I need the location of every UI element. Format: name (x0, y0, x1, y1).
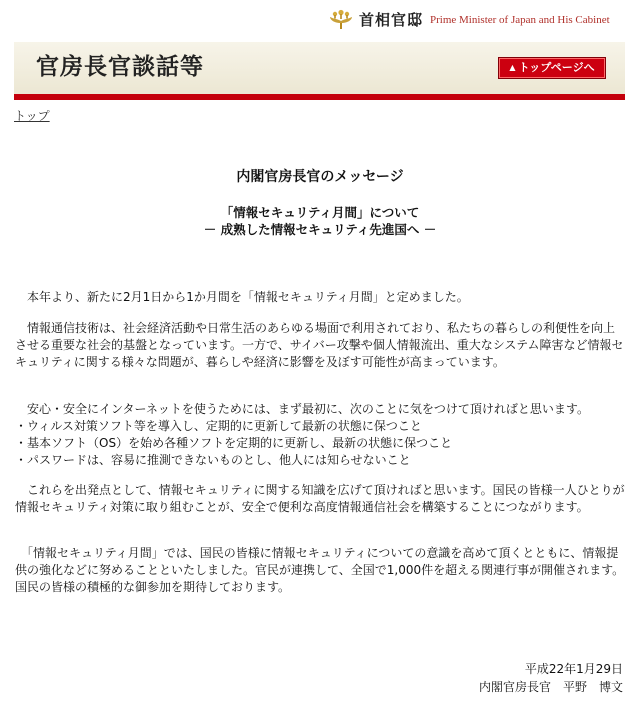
breadcrumb-home-link[interactable]: トップ (14, 109, 50, 123)
paragraph-text: これらを出発点として、情報セキュリティに関する知識を広げて頂ければと思います。国民の皆様一人ひとりが情報セキュリティ対策に取り組むことが、安全で便利な高度情報通信社会を構築することにつながります。 (15, 483, 625, 514)
top-page-button-label: トップページへ (518, 61, 595, 74)
page-title: 官房長官談話等 (36, 53, 204, 80)
paragraph-intro (15, 289, 626, 306)
signature-block (479, 660, 623, 696)
site-header (0, 0, 640, 40)
message-tagline: － 成熟した情報セキュリティ先進国へ － (203, 222, 437, 237)
site-name[interactable]: 首相官邸 (359, 11, 424, 29)
tip-item: ・基本ソフト（OS）を始め各種ソフトを定期的に更新し、最新の状態に保つこと (15, 436, 453, 450)
paragraph-text: 本年より、新たに2月1日から1か月間を「情報セキュリティ月間」と定めました。 (15, 290, 469, 304)
tip-item: ・パスワードは、容易に推測できないものとし、他人には知らせないこと (15, 453, 411, 467)
paragraph-text: 「情報セキュリティ月間」では、国民の皆様に情報セキュリティについての意識を高めて頂くとともに、情報提供の強化などに努めることといたしました。官民が連携して、全国で1,000件を超える関連行事が開催されます。国民の皆様の積極的な御参加を期待しております。 (15, 546, 625, 594)
paragraph-ict (15, 320, 626, 371)
paragraph-text: 安心・安全にインターネットを使うためには、まず最初に、次のことに気をつけて頂ければと思います。 (15, 402, 589, 416)
paragraph-text: 情報通信技術は、社会経済活動や日常生活のあらゆる場面で利用されており、私たちの暮らしの利便性を向上させる重要な社会的基盤となっています。一方で、サイバー攻撃や個人情報流出、重大なシステム障害など情報セキュリティに関する様々な問題が、暮らしや経済に影響を及ぼす可能性が高まっています。 (15, 321, 624, 369)
paragraph-month (15, 545, 626, 596)
site-name-english: Prime Minister of Japan and His Cabinet (430, 14, 610, 26)
top-page-button[interactable] (498, 57, 606, 79)
paragraph-tips (15, 401, 626, 469)
tip-item: ・ウィルス対策ソフト等を導入し、定期的に更新して最新の状態に保つこと (15, 419, 422, 433)
section-title-bar (14, 42, 625, 100)
message-subtitle: 「情報セキュリティ月間」について (220, 205, 420, 220)
paragraph-knowledge (15, 482, 626, 516)
signature-name: 内閣官房長官 平野 博文 (478, 680, 623, 694)
up-triangle-icon: ▲ (509, 63, 516, 72)
message-date: 平成22年1月29日 (524, 662, 623, 676)
message-heading: 内閣官房長官のメッセージ (236, 169, 404, 185)
paulownia-emblem-icon (328, 9, 354, 31)
